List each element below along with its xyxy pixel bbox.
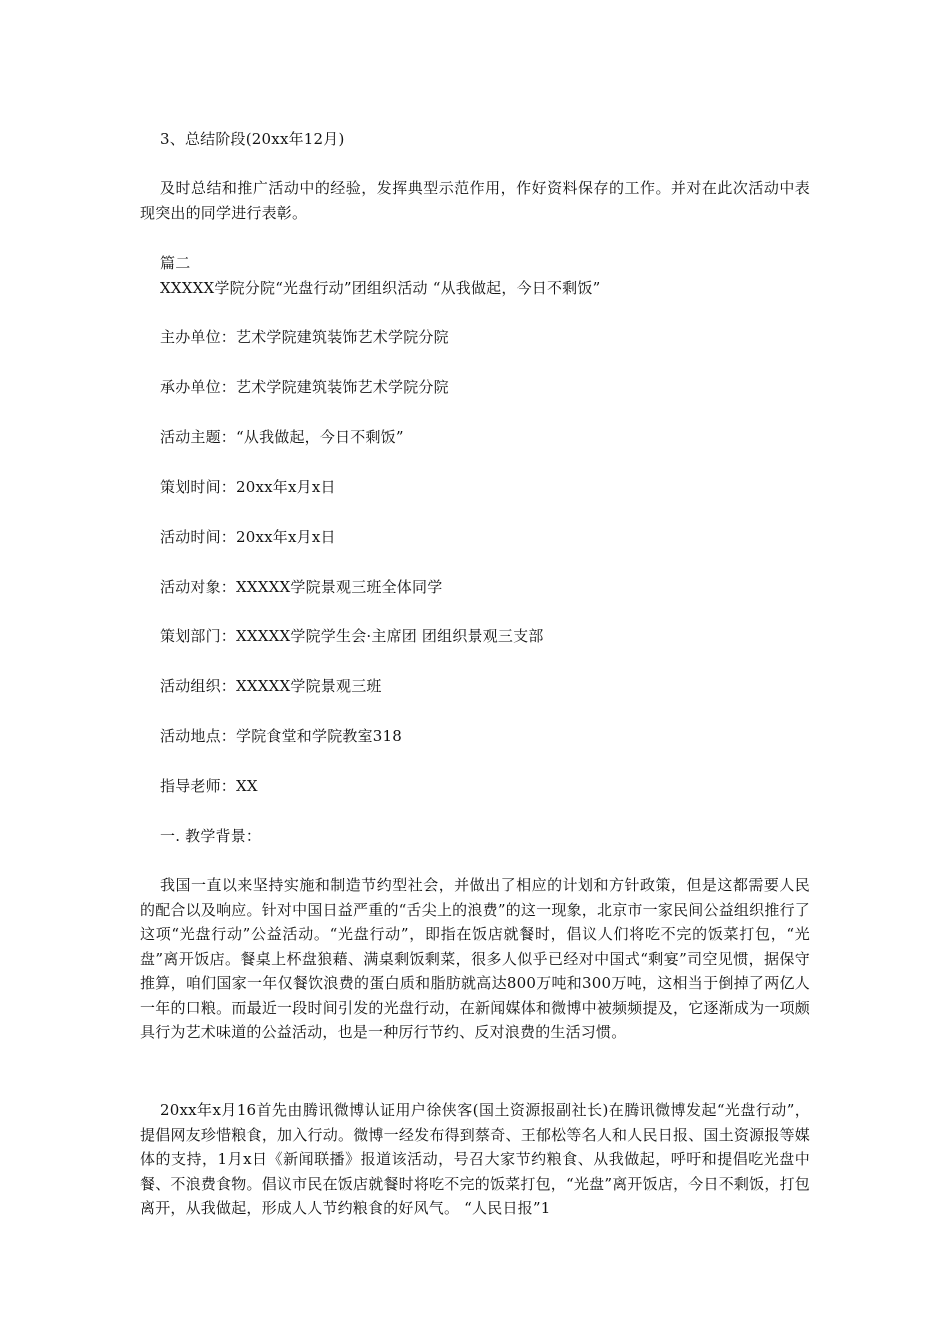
field-host: 主办单位：艺术学院建筑装饰艺术学院分院 [160,328,449,346]
field-organization: 活动组织：XXXXX学院景观三班 [160,677,382,695]
field-theme: 活动主题：“从我做起，今日不剩饭” [160,428,404,446]
field-planning-time: 策划时间：20xx年x月x日 [160,478,336,496]
field-location: 活动地点：学院食堂和学院教室318 [160,727,403,745]
section3-title: 3、总结阶段(20xx年12月) [160,130,345,148]
field-department: 策划部门：XXXXX学院学生会·主席团 团组织景观三支部 [160,627,544,645]
section3-body: 及时总结和推广活动中的经验，发挥典型示范作用，作好资料保存的工作。并对在此次活动中表现突出的同学进行表彰。 [140,179,810,222]
background-heading: 一. 教学背景： [160,827,262,845]
field-event-time: 活动时间：20xx年x月x日 [160,528,336,546]
part-label: 篇二 [160,254,191,272]
event-title: XXXXX学院分院“光盘行动”团组织活动 “从我做起，今日不剩饭” [160,279,601,297]
field-advisor: 指导老师：XX [160,777,258,795]
field-organizer: 承办单位：艺术学院建筑装饰艺术学院分院 [160,378,449,396]
background-paragraph-1: 我国一直以来坚持实施和制造节约型社会，并做出了相应的计划和方针政策，但是这都需要人民的配合以及响应。针对中国日益严重的“舌尖上的浪费”的这一现象，北京市一家民间公益组织推行了这项“光盘行动”公益活动。“光盘行动”，即指在饭店就餐时，倡议人们将吃不完的饭菜打包，“光盘”离开饭店。餐桌上杯盘狼藉、满桌剩饭剩菜，很多人似乎已经对中国式“剩宴”司空见惯，据保守推算，咱们国家一年仅餐饮浪费的蛋白质和脂肪就高达800万吨和300万吨，这相当于倒掉了两亿人一年的口粮。而最近一段时间引发的光盘行动，在新闻媒体和微博中被频频提及，它逐渐成为一项颇具行为艺术味道的公益活动，也是一种厉行节约、反对浪费的生活习惯。 [140,876,810,1041]
field-audience: 活动对象：XXXXX学院景观三班全体同学 [160,578,443,596]
background-paragraph-2: 20xx年x月16首先由腾讯微博认证用户徐侠客(国土资源报副社长)在腾讯微博发起“光盘行动”，提倡网友珍惜粮食，加入行动。微博一经发布得到蔡奇、王郁松等名人和人民日报、国土资源报等媒体的支持，1月x日《新闻联播》报道该活动，号召大家节约粮食、从我做起，呼吁和提倡吃光盘中餐、不浪费食物。倡议市民在饭店就餐时将吃不完的饭菜打包，“光盘”离开饭店，今日不剩饭，打包离开，从我做起，形成人人节约粮食的好风气。 “人民日报”1 [140,1101,810,1217]
